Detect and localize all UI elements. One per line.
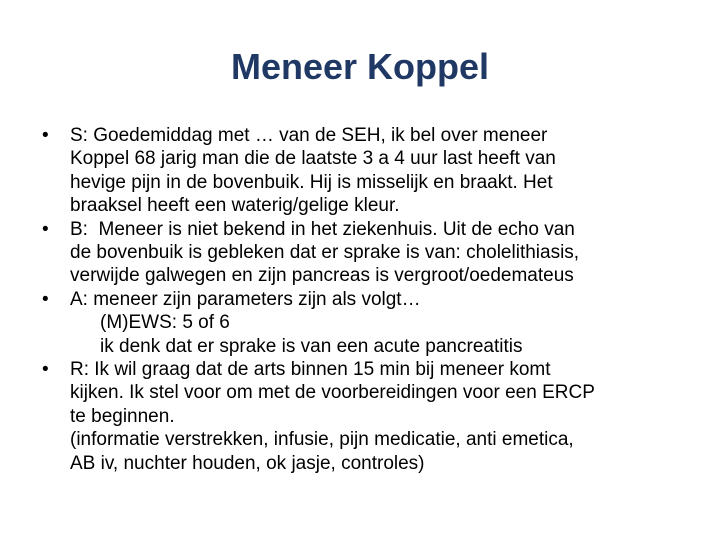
bullet-text-line: (informatie verstrekken, infusie, pijn medicatie, anti emetica, [70,429,574,451]
bullet-recommendation [42,358,702,475]
bullet-text-line: te beginnen. [70,405,175,427]
bullet-text-line: A: meneer zijn parameters zijn als volgt… [70,288,421,310]
bullet-assessment [42,288,702,358]
bullet-situation [42,124,702,218]
bullet-text-line: S: Goedemiddag met … van de SEH, ik bel over meneer [70,125,548,146]
bullet-text-line: R: Ik wil graag dat de arts binnen 15 min bij meneer komt [70,359,551,381]
bullet-text-line: B: Meneer is niet bekend in het ziekenhuis. Uit de echo van [70,218,575,240]
bullet-text-line: kijken. Ik stel voor om met de voorbereidingen voor een ERCP [70,382,595,404]
bullet-subtext-line: (M)EWS: 5 of 6 [100,312,230,334]
bullet-text-line: de bovenbuik is gebleken dat er sprake is van: cholelithiasis, [70,242,580,264]
bullet-text-line: braaksel heeft een waterig/gelige kleur. [70,195,400,217]
bullet-text-line: Koppel 68 jarig man die de laatste 3 a 4 uur last heeft van [70,148,556,170]
bullet-marker: • [42,359,49,381]
bullet-text-line: hevige pijn in de bovenbuik. Hij is misselijk en braakt. Het [70,171,553,193]
bullet-marker: • [42,125,49,146]
bullet-marker: • [42,288,49,310]
bullet-subtext-line: ik denk dat er sprake is van een acute pancreatitis [100,335,523,357]
bullet-marker: • [42,218,49,240]
bullet-text-line: verwijde galwegen en zijn pancreas is vergroot/oedemateus [70,265,574,287]
bullet-background [42,218,702,288]
sbar-bullet-list [42,124,702,475]
slide-title: Meneer Koppel [230,46,490,87]
bullet-text-line: AB iv, nuchter houden, ok jasje, controles) [70,452,425,474]
